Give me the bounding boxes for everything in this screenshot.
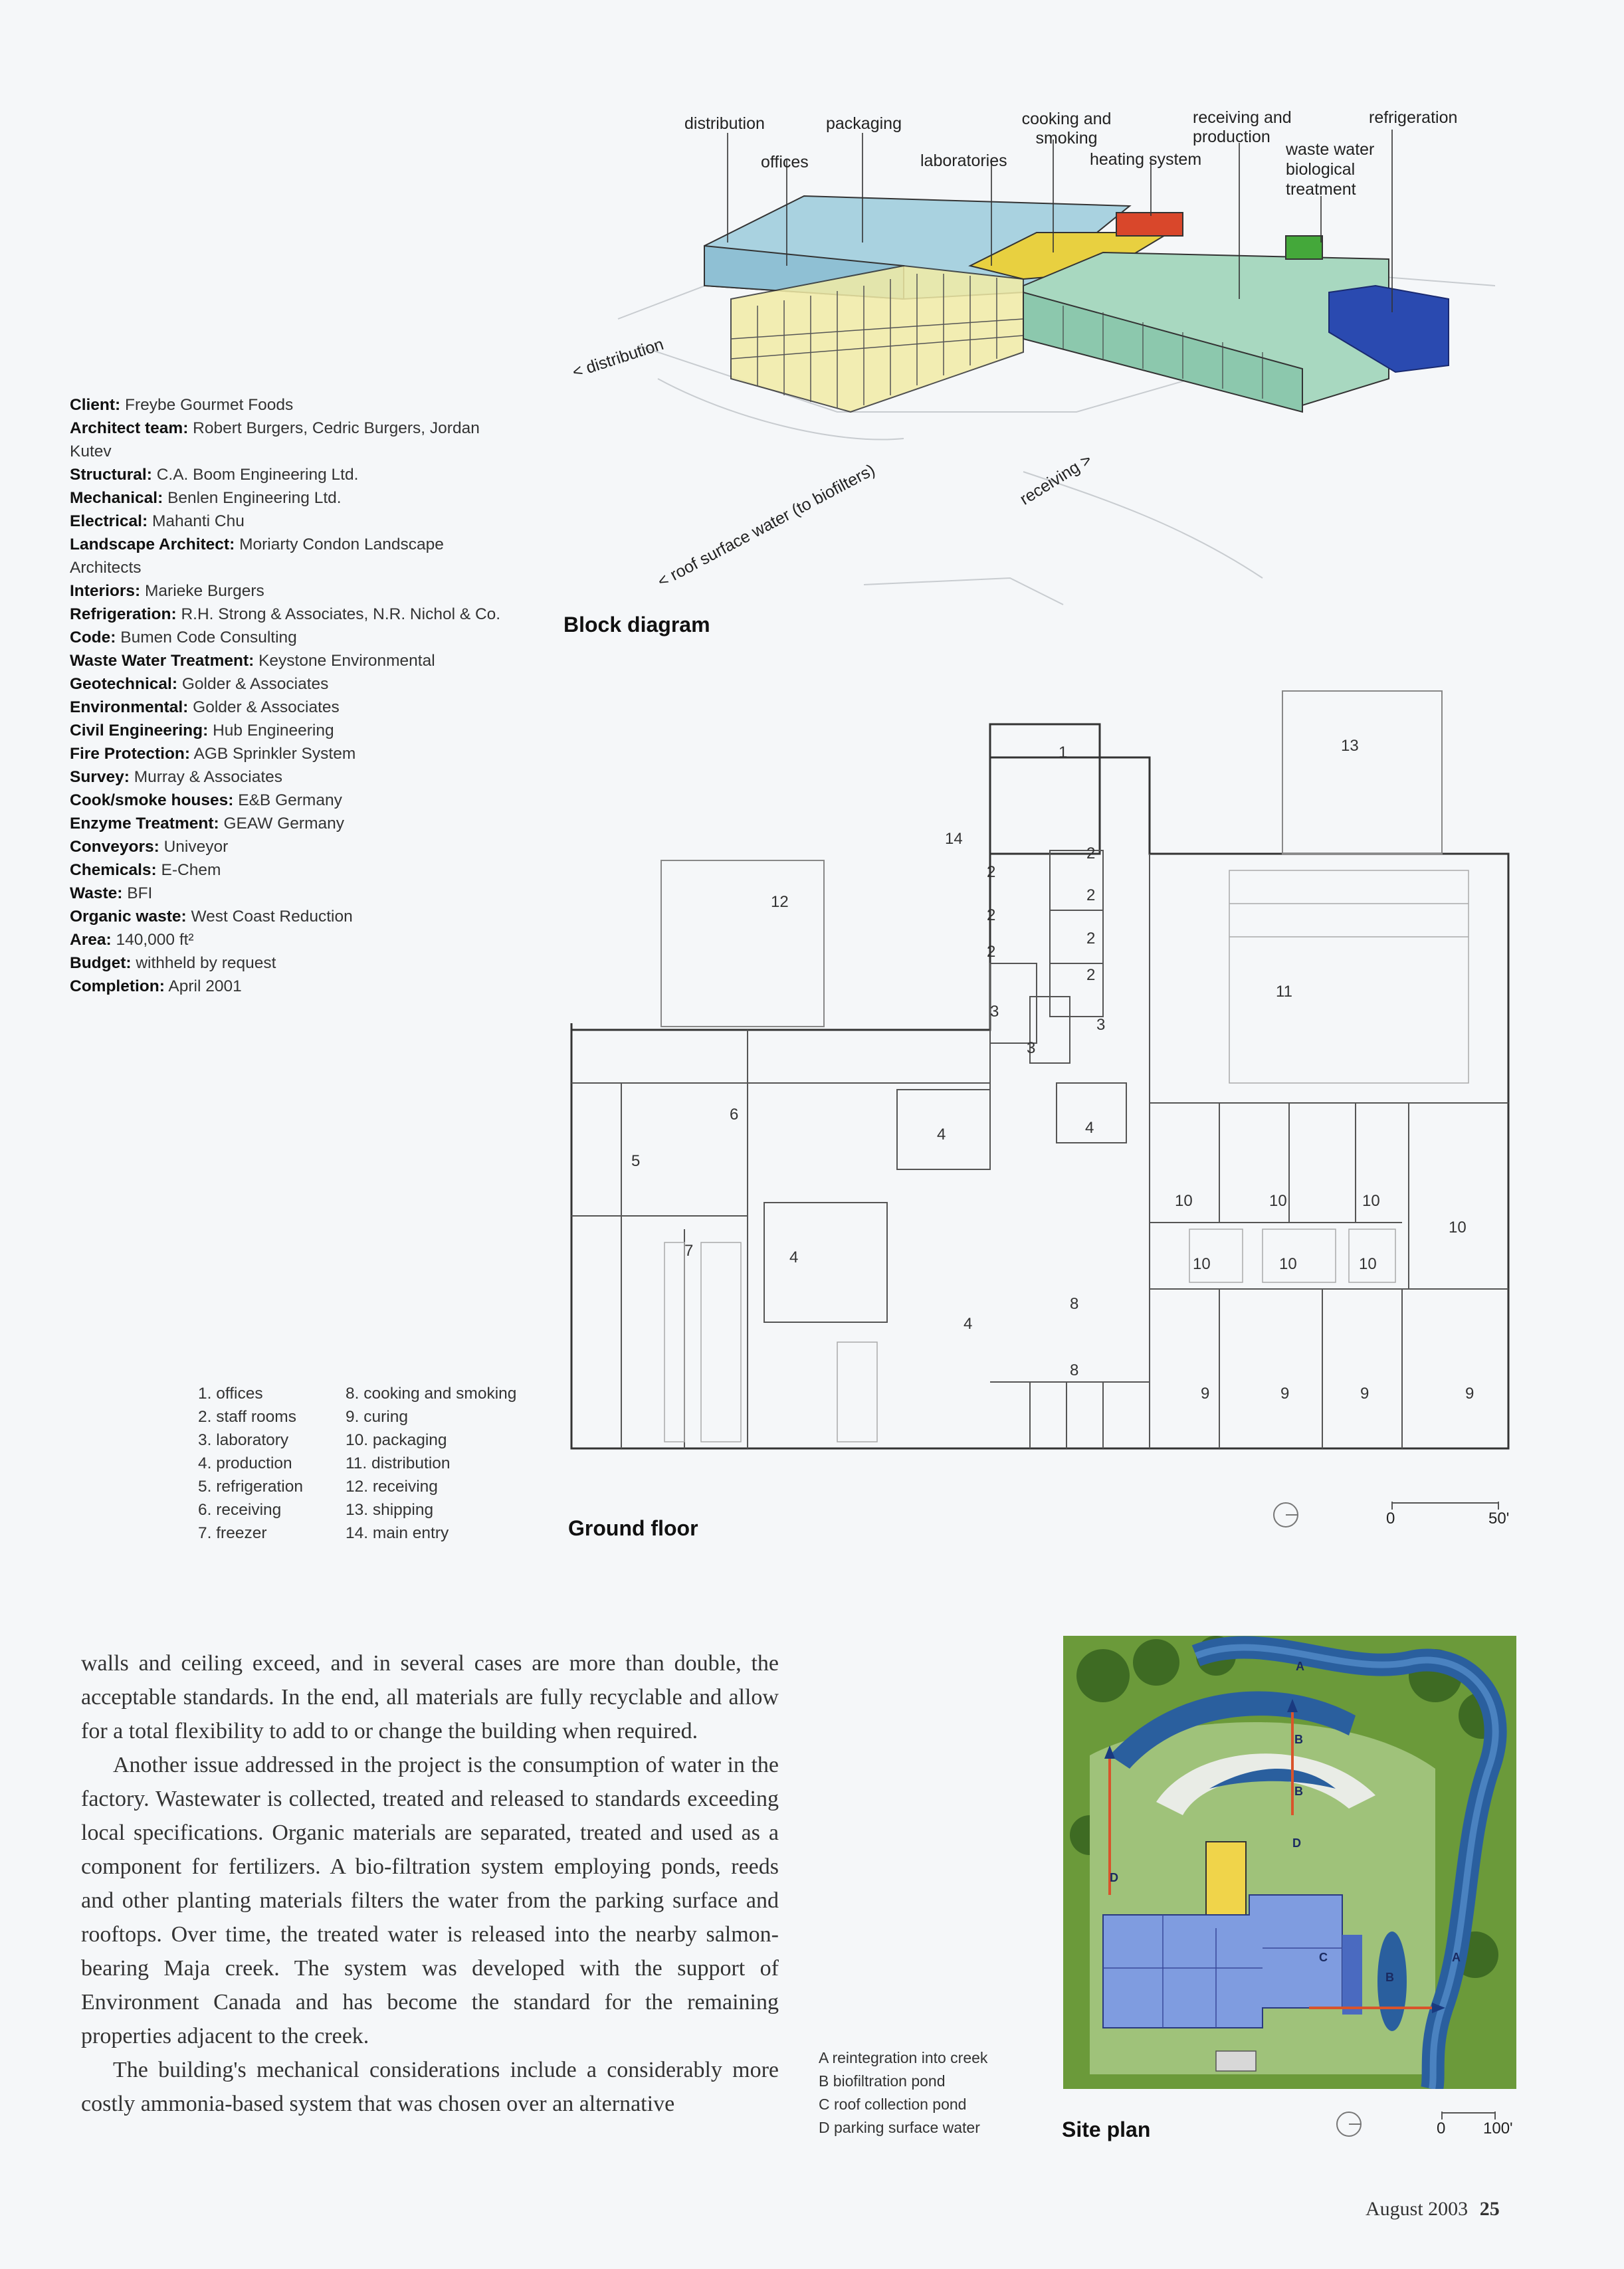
paragraph-3: The building's mechanical considerations include a considerably more costly ammonia-based system that was chosen over an alternative [81, 2058, 779, 2116]
svg-text:4: 4 [937, 1126, 946, 1143]
credit-line [70, 603, 508, 626]
floor-legend-item: 3. laboratory [198, 1431, 289, 1449]
ground-floor-title: Ground floor [568, 1516, 698, 1540]
svg-text:3: 3 [1096, 1016, 1106, 1034]
credit-value: withheld by request [136, 954, 276, 972]
credit-label: Conveyors: [70, 838, 159, 856]
credit-line [70, 975, 508, 998]
credit-label: Environmental: [70, 698, 189, 716]
svg-text:4: 4 [1085, 1119, 1094, 1137]
site-scale-end: 100' [1483, 2120, 1513, 2137]
site-plan-image [1063, 1636, 1516, 2089]
svg-text:14: 14 [945, 830, 963, 848]
credit-line [70, 742, 508, 765]
credit-value: GEAW Germany [223, 815, 344, 833]
credit-line [70, 812, 508, 835]
credit-label: Completion: [70, 977, 165, 995]
credit-label: Structural: [70, 466, 152, 484]
svg-text:4: 4 [789, 1248, 799, 1266]
floor-legend-item: 4. production [198, 1454, 292, 1472]
floor-legend-item: 10. packaging [346, 1431, 447, 1449]
svg-text:B: B [1385, 1971, 1394, 1984]
floor-legend-item: 6. receiving [198, 1501, 282, 1519]
credit-line [70, 393, 508, 417]
svg-text:2: 2 [1086, 966, 1096, 984]
site-legend-item: C roof collection pond [819, 2096, 967, 2113]
credit-line [70, 579, 508, 603]
arrow-label-roof-surface-water: < roof surface water (to biofilters) [655, 460, 878, 591]
credit-value: R.H. Strong & Associates, N.R. Nichol & Co. [181, 605, 501, 623]
credit-label: Budget: [70, 954, 132, 972]
issue-date: August 2003 [1366, 2198, 1469, 2220]
credit-line [70, 626, 508, 649]
floor-legend-item: 7. freezer [198, 1524, 267, 1542]
credit-value: AGB Sprinkler System [193, 745, 356, 763]
floor-legend-item: 5. refrigeration [198, 1478, 303, 1496]
svg-text:3: 3 [990, 1003, 999, 1021]
svg-text:12: 12 [771, 893, 789, 911]
callout-receiving-and-production: receiving and production [1193, 108, 1292, 146]
svg-text:B: B [1294, 1733, 1303, 1746]
credit-line [70, 858, 508, 882]
svg-text:1: 1 [1059, 743, 1068, 761]
svg-text:2: 2 [987, 906, 996, 924]
callout-refrigeration: refrigeration [1369, 108, 1458, 127]
credit-value: April 2001 [168, 977, 242, 995]
svg-text:3: 3 [1027, 1039, 1036, 1057]
credit-line [70, 951, 508, 975]
page-number: 25 [1479, 2198, 1500, 2220]
credit-label: Enzyme Treatment: [70, 815, 219, 833]
credit-value: Univeyor [163, 838, 229, 856]
callout-packaging: packaging [826, 114, 902, 133]
svg-text:4: 4 [964, 1315, 973, 1333]
credit-label: Code: [70, 629, 116, 646]
callout-distribution: distribution [684, 114, 765, 133]
credit-label: Survey: [70, 768, 130, 786]
floor-legend-left [198, 1382, 303, 1545]
svg-text:13: 13 [1341, 737, 1359, 755]
paragraph-2: Another issue addressed in the project is the consumption of water in the factory. Wastewater is collected, treated and released to standards exceeding local specifications. Organic materials are separated, treated and used as a component for fertilizers. A bio-filtration system employing ponds, reeds and other planting materials filters the water from the parking surface and rooftops. Over time, the treated water is released into the nearby salmon-bearing Maja creek. The system was developed with the support of Environment Canada and has become the standard for the remaining properties adjacent to the creek. [81, 1753, 779, 2048]
svg-text:B: B [1294, 1785, 1303, 1798]
credit-label: Chemicals: [70, 861, 157, 879]
svg-text:11: 11 [1276, 983, 1292, 1001]
credit-label: Area: [70, 931, 112, 949]
credit-value: Mahanti Chu [152, 512, 245, 530]
credit-label: Landscape Architect: [70, 536, 235, 553]
credit-line [70, 928, 508, 951]
block-diagram-title: Block diagram [563, 613, 710, 637]
callout-laboratories: laboratories [920, 151, 1007, 170]
credit-line [70, 486, 508, 510]
callout-cooking-and-smoking: cooking and smoking [1021, 110, 1112, 148]
project-credits [70, 393, 508, 998]
credit-line [70, 905, 508, 928]
credit-value: Robert Burgers, Cedric Burgers, Jordan Kutev [70, 419, 480, 460]
svg-text:A: A [1452, 1951, 1461, 1964]
credit-label: Refrigeration: [70, 605, 177, 623]
svg-text:A: A [1296, 1660, 1304, 1673]
floor-scale-bar [1269, 1495, 1522, 1535]
credit-line [70, 789, 508, 812]
floor-legend-item: 14. main entry [346, 1524, 449, 1542]
svg-text:8: 8 [1070, 1361, 1079, 1379]
floor-legend-item: 8. cooking and smoking [346, 1385, 517, 1403]
site-legend-item: D parking surface water [819, 2119, 980, 2136]
svg-text:10: 10 [1175, 1192, 1193, 1210]
article-body [81, 1646, 779, 2121]
site-legend-item: A reintegration into creek [819, 2049, 988, 2066]
svg-text:10: 10 [1279, 1255, 1297, 1273]
credit-label: Organic waste: [70, 908, 187, 926]
floor-scale-end: 50' [1488, 1510, 1510, 1528]
svg-text:9: 9 [1465, 1385, 1474, 1403]
svg-text:D: D [1110, 1871, 1118, 1884]
floor-legend-item: 2. staff rooms [198, 1408, 296, 1426]
credit-label: Waste: [70, 884, 123, 902]
credit-value: Bumen Code Consulting [120, 629, 297, 646]
svg-text:7: 7 [684, 1242, 694, 1260]
credit-line [70, 463, 508, 486]
credit-line [70, 765, 508, 789]
paragraph-1: walls and ceiling exceed, and in several cases are more than double, the acceptable standards. In the end, all materials are fully recyclable and allow for a total flexibility to add to or change the building when required. [81, 1651, 779, 1743]
credit-label: Geotechnical: [70, 675, 178, 693]
credit-value: Moriarty Condon Landscape Architects [70, 536, 444, 577]
credit-value: 140,000 ft² [116, 931, 194, 949]
credit-value: Murray & Associates [134, 768, 283, 786]
site-scale-start: 0 [1437, 2120, 1446, 2137]
arrow-label-distribution: < distribution [570, 334, 666, 382]
svg-text:C: C [1319, 1951, 1328, 1964]
svg-text:10: 10 [1362, 1192, 1380, 1210]
credit-value: Benlen Engineering Ltd. [167, 489, 342, 507]
credit-label: Cook/smoke houses: [70, 791, 234, 809]
svg-text:5: 5 [631, 1152, 641, 1170]
floor-legend-item: 9. curing [346, 1408, 408, 1426]
credit-label: Client: [70, 396, 121, 414]
credit-label: Interiors: [70, 582, 141, 600]
ground-floor-plan [565, 684, 1515, 1495]
svg-text:10: 10 [1449, 1219, 1467, 1236]
credit-value: Marieke Burgers [145, 582, 264, 600]
credit-value: Keystone Environmental [258, 652, 435, 670]
heating-block [1116, 213, 1183, 236]
credit-line [70, 696, 508, 719]
svg-text:8: 8 [1070, 1295, 1079, 1313]
svg-text:2: 2 [1086, 886, 1096, 904]
svg-text:2: 2 [987, 943, 996, 961]
arrow-label-receiving: receiving > [1017, 450, 1095, 509]
svg-text:D: D [1292, 1836, 1301, 1850]
credit-line [70, 417, 508, 463]
floor-scale-start: 0 [1386, 1510, 1395, 1528]
site-plan-legend [819, 2046, 987, 2139]
credit-line [70, 835, 508, 858]
credit-value: E-Chem [161, 861, 221, 879]
callout-waste-water: waste water biological treatment [1286, 140, 1375, 199]
callout-offices: offices [761, 153, 809, 171]
credit-label: Architect team: [70, 419, 189, 437]
credit-line [70, 672, 508, 696]
credit-label: Mechanical: [70, 489, 163, 507]
site-plan-title: Site plan [1062, 2118, 1151, 2141]
credit-value: Freybe Gourmet Foods [125, 396, 294, 414]
footer [1366, 2198, 1500, 2220]
credit-value: West Coast Reduction [191, 908, 353, 926]
credit-label: Fire Protection: [70, 745, 191, 763]
site-legend-item: B biofiltration pond [819, 2072, 946, 2090]
credit-line [70, 649, 508, 672]
floor-legend-item: 12. receiving [346, 1478, 438, 1496]
credit-label: Waste Water Treatment: [70, 652, 254, 670]
svg-text:6: 6 [730, 1106, 739, 1124]
credit-label: Electrical: [70, 512, 148, 530]
floor-legend-item: 1. offices [198, 1385, 263, 1403]
credit-value: Golder & Associates [193, 698, 340, 716]
svg-text:2: 2 [987, 863, 996, 881]
svg-text:9: 9 [1201, 1385, 1210, 1403]
callout-heating-system: heating system [1090, 150, 1202, 169]
credit-value: C.A. Boom Engineering Ltd. [156, 466, 359, 484]
floor-legend-item: 13. shipping [346, 1501, 434, 1519]
svg-text:10: 10 [1269, 1192, 1287, 1210]
svg-text:2: 2 [1086, 930, 1096, 947]
floor-legend-item: 11. distribution [346, 1454, 451, 1472]
credit-line [70, 533, 508, 579]
credit-value: Golder & Associates [181, 675, 329, 693]
svg-text:9: 9 [1280, 1385, 1290, 1403]
credit-line [70, 882, 508, 905]
credit-line [70, 510, 508, 533]
floor-legend-right [346, 1382, 516, 1545]
credit-value: E&B Germany [238, 791, 342, 809]
svg-text:10: 10 [1193, 1255, 1211, 1273]
svg-text:9: 9 [1360, 1385, 1370, 1403]
credit-label: Civil Engineering: [70, 722, 209, 740]
credit-value: BFI [127, 884, 153, 902]
svg-text:10: 10 [1359, 1255, 1377, 1273]
credit-line [70, 719, 508, 742]
svg-text:2: 2 [1086, 844, 1096, 862]
waste-water-block [1286, 236, 1322, 259]
credit-value: Hub Engineering [213, 722, 334, 740]
